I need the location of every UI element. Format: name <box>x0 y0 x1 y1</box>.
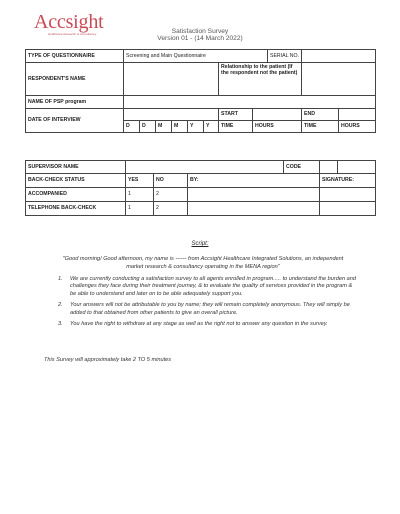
no-label: NO <box>154 174 188 188</box>
backcheck-table <box>25 160 376 216</box>
survey-duration-note: This Survey will approximately take 2 TO 5 minutes <box>44 357 172 363</box>
serial-field[interactable] <box>302 50 376 63</box>
end-field[interactable] <box>339 109 376 121</box>
logo-text: Accsight <box>34 11 104 33</box>
script-list <box>58 276 358 332</box>
supervisor-field[interactable] <box>126 161 284 174</box>
backcheck-label: BACK-CHECK STATUS <box>26 174 126 188</box>
script-heading: Script: <box>191 241 209 247</box>
end-label: END <box>302 109 339 121</box>
supervisor-label: SUPERVISOR NAME <box>26 161 126 174</box>
type-label: TYPE OF QUESTIONNAIRE <box>26 50 124 63</box>
relationship-field[interactable] <box>302 63 376 96</box>
phone-backcheck-label: TELEPHONE BACK-CHECK <box>26 202 126 216</box>
respondent-label: RESPONDENT'S NAME <box>26 63 124 96</box>
phone-yes-code[interactable]: 1 <box>126 202 154 216</box>
accompanied-no-code[interactable]: 2 <box>154 188 188 202</box>
phone-signature-field[interactable] <box>320 202 376 216</box>
psp-field[interactable] <box>124 96 376 109</box>
respondent-field[interactable] <box>124 63 219 96</box>
serial-label: SERIAL NO. <box>268 50 302 63</box>
start-label: START <box>219 109 253 121</box>
relationship-label: Relationship to the patient (If the respondent not the patient) <box>219 63 302 96</box>
start-time-label: TIME <box>219 121 253 133</box>
yes-label: YES <box>126 174 154 188</box>
date-year-2: Y <box>204 121 219 133</box>
by-label: BY: <box>188 174 320 188</box>
accompanied-label: ACCOMPANIED <box>26 188 126 202</box>
list-item-number: 3. <box>58 321 63 328</box>
date-label: DATE OF INTERVIEW <box>26 109 124 133</box>
date-month-2: M <box>172 121 188 133</box>
start-field[interactable] <box>253 109 302 121</box>
date-year-1: Y <box>188 121 204 133</box>
date-day-2: D <box>140 121 156 133</box>
list-item-text: You have the right to withdraw at any stage as well as the right not to answer any question in the survey. <box>70 321 328 328</box>
logo-subtitle: Healthcare Research & Consultancy <box>48 32 97 36</box>
phone-no-code[interactable]: 2 <box>154 202 188 216</box>
survey-version: Version 01 - (14 March 2022) <box>157 35 243 42</box>
list-item-number: 2. <box>58 302 63 309</box>
date-day-1: D <box>124 121 140 133</box>
signature-label: SIGNATURE: <box>320 174 376 188</box>
start-hours-label: HOURS <box>253 121 302 133</box>
survey-title: Satisfaction Survey <box>171 28 229 35</box>
end-time-label: TIME <box>302 121 339 133</box>
psp-label: NAME OF PSP program <box>26 96 124 109</box>
list-item <box>58 321 358 328</box>
accompanied-yes-code[interactable]: 1 <box>126 188 154 202</box>
list-item-number: 1. <box>58 276 63 282</box>
accompanied-by-field[interactable] <box>188 188 320 202</box>
list-item <box>58 276 358 298</box>
end-hours-label: HOURS <box>339 121 376 133</box>
code-cell-1[interactable] <box>320 161 338 174</box>
code-cell-2[interactable] <box>338 161 376 174</box>
list-item-text: Your answers will not be attributable to you by name; they will remain completely anonymous. They will simply be added to that obtained from other patients to give an overall picture. <box>70 302 350 316</box>
script-intro: "Good morning/ Good afternoon, my name is ------ from Accsight Healthcare Integrated Solutions, an independent market research & consultancy operating in the MENA region" <box>62 256 344 270</box>
code-label: CODE <box>284 161 320 174</box>
date-field[interactable] <box>124 109 219 121</box>
date-month-1: M <box>156 121 172 133</box>
type-value: Screening and Main Questionnaire <box>124 50 268 63</box>
accompanied-signature-field[interactable] <box>320 188 376 202</box>
list-item <box>58 302 358 317</box>
interview-info-table <box>25 49 376 133</box>
list-item-text: We are currently conducting a satisfaction survey to all agents enrolled in program..... to understand the burden and challenges they face during their treatment journey, & to evaluate the quality of services provided in the program & be able to understand and later on to be able adequately support you. <box>70 276 356 297</box>
phone-by-field[interactable] <box>188 202 320 216</box>
